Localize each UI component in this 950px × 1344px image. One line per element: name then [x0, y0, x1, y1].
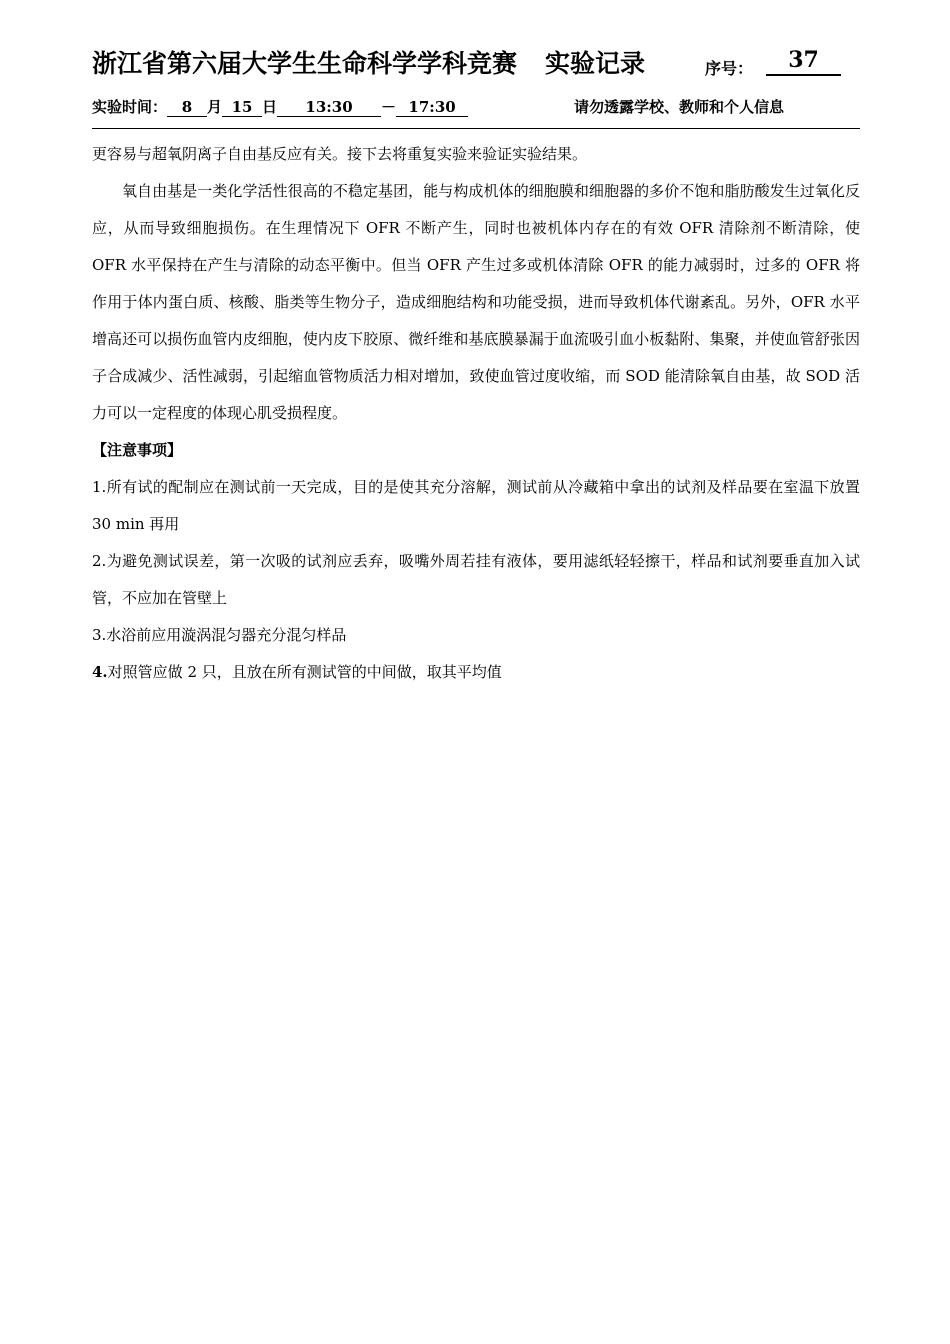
privacy-notice: 请勿透露学校、教师和个人信息 [574, 98, 785, 116]
start-time: 13:30 [277, 98, 381, 117]
note-item: 3.水浴前应用漩涡混匀器充分混匀样品 [92, 626, 347, 644]
note-text: 对照管应做 2 只，且放在所有测试管的中间做，取其平均值 [107, 663, 502, 681]
paragraph-continued: 更容易与超氧阴离子自由基反应有关。接下去将重复实验来验证实验结果。 [92, 145, 588, 163]
day-value: 15 [222, 98, 262, 117]
record-title: 实验记录 [545, 49, 646, 78]
competition-title: 浙江省第六届大学生生命科学学科竞赛 [92, 49, 518, 78]
paragraph-ofr: 氧自由基是一类化学活性很高的不稳定基团，能与构成机体的细胞膜和细胞器的多价不饱和脂肪酸发生过氧化反应，从而导致细胞损伤。在生理情况下 OFR 不断产生，同时也被机体内存在的有效 OFR 清除剂不断清除，使 OFR 水平保持在产生与清除的动态平衡中。但当 OFR 产生过多或机体清除 OFR 的能力减弱时，过多的 OFR 将作用于体内蛋白质、核酸、脂类等生物分子，造成细胞结构和功能受损，进而导致机体代谢紊乱。另外，OFR 水平增高还可以损伤血管内皮细胞，使内皮下胶原、微纤维和基底膜暴漏于血流吸引血小板黏附、集聚，并使血管舒张因子合成减少、活性减弱，引起缩血管物质活力相对增加，致使血管过度收缩，而 SOD 能清除氧自由基，故 SOD 活力可以一定程度的体现心肌受损程度。 [92, 182, 860, 422]
note-item: 1.所有试的配制应在测试前一天完成，目的是使其充分溶解，测试前从冷藏箱中拿出的试剂及样品要在室温下放置 30 min 再用 [92, 478, 860, 533]
header-divider [92, 128, 860, 129]
sequence-label: 序号： [705, 59, 754, 78]
note-number: 4. [92, 663, 108, 681]
header-title [92, 44, 645, 80]
time-label: 实验时间： [92, 98, 168, 116]
month-unit: 月 [207, 98, 223, 116]
record-body [92, 136, 860, 691]
time-dash: － [381, 98, 397, 116]
end-time: 17:30 [396, 98, 468, 117]
note-item: 2.为避免测试误差，第一次吸的试剂应丢弃，吸嘴外周若挂有液体，要用滤纸轻轻擦干，样品和试剂要垂直加入试管，不应加在管壁上 [92, 552, 860, 607]
month-value: 8 [167, 98, 207, 117]
note-item [92, 654, 860, 691]
notes-heading: 【注意事项】 [92, 441, 183, 459]
experiment-time [92, 96, 468, 117]
sequence-number: 37 [766, 46, 841, 76]
day-unit: 日 [262, 98, 278, 116]
